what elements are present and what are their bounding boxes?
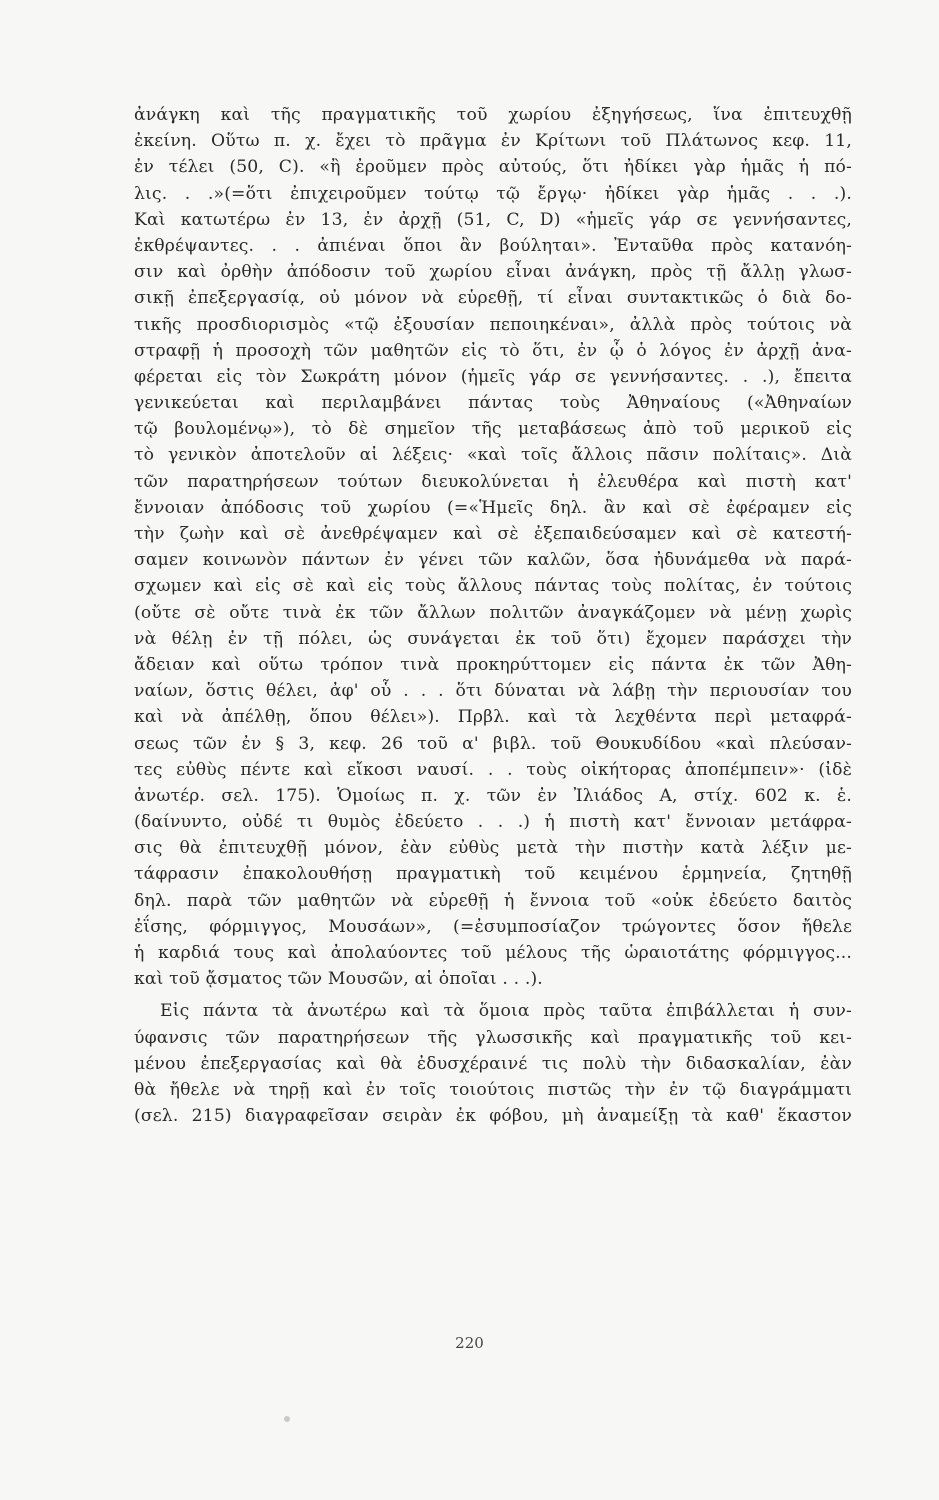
document-body (134, 102, 852, 1129)
text-line: Καὶ κατωτέρω ἐν 13, ἐν ἀρχῇ (51, C, D) «ἡμεῖς γάρ σε γεννήσαντες, (134, 209, 852, 230)
text-line: τάφρασιν ἐπακολουθήσῃ πραγματικὴ τοῦ κειμένου ἑρμηνεία, ζητηθῇ (134, 864, 852, 885)
text-line: τες εὐθὺς πέντε καὶ εἴκοσι ναυσί. . . τοὺς οἰκήτορας ἀποπέμπειν»· (ἰδὲ (134, 759, 852, 780)
text-line: σεως τῶν ἐν § 3, κεφ. 26 τοῦ α' βιβλ. τοῦ Θουκυδίδου «καὶ πλεύσαν- (134, 733, 852, 754)
text-line: (σελ. 215) διαγραφεῖσαν σειρὰν ἐκ φόβου, μὴ ἀναμείξῃ τὰ καθ' ἕκαστον (134, 1106, 852, 1127)
text-line: καὶ τοῦ ᾄσματος τῶν Μουσῶν, αἱ ὁποῖαι . . .). (134, 969, 543, 990)
text-line: τὴν ζωὴν καὶ σὲ ἀνεθρέψαμεν καὶ σὲ ἐξεπαιδεύσαμεν καὶ σὲ κατεστή- (134, 524, 852, 544)
text-line: ἡ καρδιά τους καὶ ἀπολαύοντες τοῦ μέλους τῆς ὡραιοτάτης φόρμιγγος... (134, 943, 852, 963)
text-line: γενικεύεται καὶ περιλαμβάνει πάντας τοὺς Ἀθηναίους («Ἀθηναίων (134, 393, 852, 414)
text-line: μένου ἐπεξεργασίας καὶ θὰ ἐδυσχέραινέ τις πολὺ τὴν διδασκαλίαν, ἐὰν (134, 1053, 852, 1074)
text-line: τῶν παρατηρήσεων τούτων διευκολύνεται ἡ ἐλευθέρα καὶ πιστὴ κατ' (134, 471, 852, 492)
text-line: ύφανσις τῶν παρατηρήσεων τῆς γλωσσικῆς καὶ πραγματικῆς τοῦ κει- (134, 1027, 852, 1048)
text-line: σιν καὶ ὀρθὴν ἀπόδοσιν τοῦ χωρίου εἶναι ἀνάγκη, πρὸς τῇ ἄλλῃ γλωσ- (134, 262, 852, 283)
text-line: φέρεται εἰς τὸν Σωκράτη μόνον (ἡμεῖς γάρ σε γεννήσαντες. . .), ἔπειτα (134, 366, 852, 387)
text-line: σαμεν κοινωνὸν πάντων ἐν γένει τῶν καλῶν, ὅσα ἠδυνάμεθα νὰ παρά- (134, 550, 852, 571)
text-line: ἐκθρέψαντες. . . ἀπιέναι ὅποι ἂν βούληται». Ἐνταῦθα πρὸς κατανόη- (134, 235, 852, 256)
text-line: λις. . .»(=ὅτι ἐπιχειροῦμεν τούτῳ τῷ ἔργῳ· ἠδίκει γὰρ ἡμᾶς . . .). (134, 183, 852, 204)
text-line: θὰ ἤθελε νὰ τηρῇ καὶ ἐν τοῖς τοιούτοις πιστῶς τὴν ἐν τῷ διαγράμματι (134, 1079, 852, 1100)
text-line: Εἰς πάντα τὰ ἀνωτέρω καὶ τὰ ὅμοια πρὸς ταῦτα ἐπιβάλλεται ἡ συν- (160, 1001, 852, 1022)
text-line: νὰ θέλῃ ἐν τῇ πόλει, ὡς συνάγεται ἐκ τοῦ ὅτι) ἔχομεν παράσχει τὴν (134, 628, 852, 649)
text-line: σις θὰ ἐπιτευχθῇ μόνον, ἐὰν εὐθὺς μετὰ τὴν πιστὴν κατὰ λέξιν με- (134, 838, 852, 859)
text-line: ναίων, ὅστις θέλει, ἀφ' οὗ . . . ὅτι δύναται νὰ λάβῃ τὴν περιουσίαν του (134, 681, 852, 702)
text-line: ἐν τέλει (50, C). «ἢ ἐροῦμεν πρὸς αὐτούς, ὅτι ἠδίκει γὰρ ἡμᾶς ἡ πό- (134, 157, 852, 178)
text-line: τὸ γενικὸν ἀποτελοῦν αἱ λέξεις· «καὶ τοῖς ἄλλοις πᾶσιν πολίταις». Διὰ (134, 445, 852, 466)
text-line: (οὔτε σὲ οὔτε τινὰ ἐκ τῶν ἄλλων πολιτῶν ἀναγκάζομεν νὰ μένῃ χωρὶς (134, 602, 852, 623)
text-line: στραφῇ ἡ προσοχὴ τῶν μαθητῶν εἰς τὸ ὅτι, ἐν ᾧ ὁ λόγος ἐν ἀρχῇ ἀνα- (134, 340, 852, 361)
text-line: τῷ βουλομένῳ»), τὸ δὲ σημεῖον τῆς μεταβάσεως ἀπὸ τοῦ μερικοῦ εἰς (134, 419, 852, 440)
text-line: ἀνάγκη καὶ τῆς πραγματικῆς τοῦ χωρίου ἐξηγήσεως, ἵνα ἐπιτευχθῇ (134, 105, 852, 125)
speck-mark (284, 1416, 290, 1422)
text-line: ἄδειαν καὶ οὕτω τρόπον τινὰ προκηρύττομεν εἰς πάντα ἐκ τῶν Ἀθη- (134, 654, 852, 675)
text-line: δηλ. παρὰ τῶν μαθητῶν νὰ εὑρεθῇ ἡ ἔννοια τοῦ «οὐκ ἐδεύετο δαιτὸς (134, 890, 852, 911)
text-line: ἔννοιαν ἀπόδοσις τοῦ χωρίου (=«Ἡμεῖς δηλ. ἂν καὶ σὲ ἐφέραμεν εἰς (134, 497, 852, 518)
text-line: σικῇ ἐπεξεργασίᾳ, οὐ μόνον νὰ εὑρεθῇ, τί εἶναι συντακτικῶς ὁ διὰ δο- (134, 288, 852, 309)
page-number: 220 (455, 1334, 484, 1352)
text-line: τικῆς προσδιορισμὸς «τῷ ἐξουσίαν πεποιηκέναι», ἀλλὰ πρὸς τούτοις νὰ (134, 314, 852, 335)
text-line: ἐΐσης, φόρμιγγος, Μουσάων», (=ἐσυμποσίαζον τρώγοντες ὅσον ἤθελε (134, 916, 852, 937)
text-line: ἀνωτέρ. σελ. 175). Ὁμοίως π. χ. τῶν ἐν Ἰλιάδος Α, στίχ. 602 κ. ἑ. (134, 785, 852, 806)
text-line: ἐκείνη. Οὕτω π. χ. ἔχει τὸ πρᾶγμα ἐν Κρίτωνι τοῦ Πλάτωνος κεφ. 11, (134, 131, 852, 152)
text-line: σχωμεν καὶ εἰς σὲ καὶ εἰς τοὺς ἄλλους πάντας τοὺς πολίτας, ἐν τούτοις (134, 576, 852, 597)
text-line: καὶ νὰ ἀπέλθῃ, ὅπου θέλει»). Πρβλ. καὶ τὰ λεχθέντα περὶ μεταφρά- (134, 707, 852, 728)
text-line: (δαίνυντο, οὐδέ τι θυμὸς ἐδεύετο . . .) ἡ πιστὴ κατ' ἔννοιαν μετάφρα- (134, 812, 852, 833)
